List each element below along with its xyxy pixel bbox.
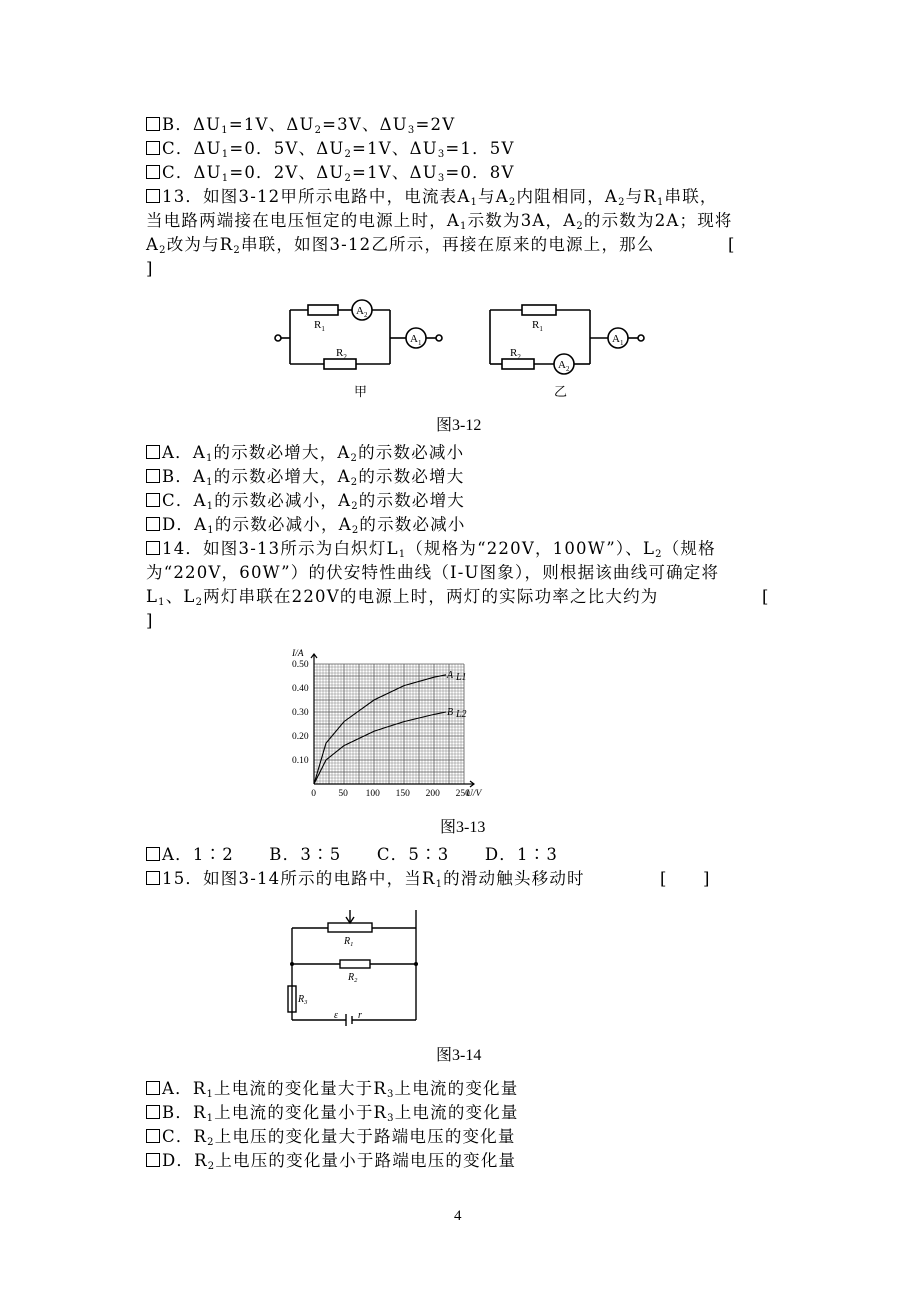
q13-line1: 13．如图3-12甲所示电路中，电流表$A_1$与$A_2$内阻相同，$A_2$与$R_1$串联， xyxy=(146,186,718,208)
svg-text:R1: $R_1$ xyxy=(344,936,354,948)
x-tick-label: 250 xyxy=(455,789,470,799)
checkbox[interactable] xyxy=(146,1129,160,1143)
checkbox[interactable] xyxy=(146,1153,160,1167)
q13-bracket-open: [ xyxy=(728,235,736,254)
checkbox[interactable] xyxy=(146,445,160,459)
svg-text:R2: $R_2$ xyxy=(510,347,521,361)
checkbox[interactable] xyxy=(146,117,160,131)
svg-text:A2: $A_2$ xyxy=(356,305,368,319)
x-tick-label: 150 xyxy=(395,789,410,799)
y-tick-label: 0.30 xyxy=(292,708,309,718)
option-line-c2: C．$\Delta U_1=0$．2V、$\Delta U_2=1V$、$\Delta U_3=0$．8V xyxy=(146,162,515,184)
checkbox[interactable] xyxy=(146,871,160,885)
svg-text:R1: $R_1$ xyxy=(532,319,543,333)
q15-option-a: A．$R_1$上电流的变化量大于$R_3$上电流的变化量 xyxy=(146,1078,518,1100)
q13-line2: 当电路两端接在电压恒定的电源上时，$A_1$示数为3A，$A_2$的示数为2A；现将 xyxy=(146,211,733,232)
figure-3-12-caption: 图3-12 xyxy=(436,417,482,434)
checkbox[interactable] xyxy=(146,517,160,531)
q14-line3: $L_1$、$L_2$两灯串联在220V的电源上时，两灯的实际功率之比大约为 xyxy=(146,587,659,608)
x-tick-label: 200 xyxy=(425,789,440,799)
y-tick-label: 0.50 xyxy=(292,660,309,670)
q13-bracket-close: ] xyxy=(146,259,154,278)
q14-bracket-open: [ xyxy=(762,587,770,606)
x-tick-label: 0 xyxy=(311,789,316,799)
series-label: L1 xyxy=(456,671,467,683)
series-label: L2 xyxy=(456,709,467,720)
q13-option-d: D．$A_1$的示数必减小，$A_2$的示数必减小 xyxy=(146,514,466,536)
svg-text:ε: ε xyxy=(334,1010,338,1021)
option-line-b: B．$\Delta U_1=1V$、$\Delta U_2=3V$、$\Delta U_3=2V$ xyxy=(146,114,455,136)
q14-line2: 为“220V，60W”）的伏安特性曲线（I-U图象），则根据该曲线可确定将 xyxy=(146,563,720,582)
x-axis-label: U/V xyxy=(466,789,482,799)
q13-line3: $A_2$改为与$R_2$串联，如图3-12乙所示，再接在原来的电源上，那么 xyxy=(146,235,655,256)
checkbox[interactable] xyxy=(146,165,160,179)
svg-text:乙: 乙 xyxy=(554,384,568,399)
x-tick-label: 50 xyxy=(338,789,348,799)
checkbox[interactable] xyxy=(146,1105,160,1119)
y-axis-label: I/A xyxy=(292,649,304,659)
option-line-c: C．$\Delta U_1=0$．5V、$\Delta U_2=1V$、$\Delta U_3=1$．5V xyxy=(146,138,515,160)
y-tick-label: 0.40 xyxy=(292,684,309,694)
figure-3-12 xyxy=(270,296,660,410)
q15-option-c: C．$R_2$上电压的变化量大于路端电压的变化量 xyxy=(146,1126,516,1148)
checkbox[interactable] xyxy=(146,847,160,861)
checkbox[interactable] xyxy=(146,1081,160,1095)
circuit-diagram xyxy=(270,296,660,406)
q15-line1: 15．如图3-14所示的电路中，当$R_1$的滑动触头移动时 xyxy=(146,868,585,890)
y-tick-label: 0.20 xyxy=(292,732,309,742)
page-number: 4 xyxy=(454,1208,462,1224)
svg-text:R2: $R_2$ xyxy=(348,972,358,984)
q14-options: A．1∶2 B．3∶5 C．5∶3 D．1∶3 xyxy=(146,844,558,866)
svg-text:R3: $R_3$ xyxy=(298,994,308,1006)
q13-option-a: A．$A_1$的示数必增大，$A_2$的示数必减小 xyxy=(146,442,464,464)
svg-text:A1: $A_1$ xyxy=(612,333,624,347)
svg-text:甲: 甲 xyxy=(354,384,368,399)
svg-text:R1: $R_1$ xyxy=(314,319,325,333)
iu-chart xyxy=(286,644,482,806)
q14-line1: 14．如图3-13所示为白炽灯$L_1$（规格为“220V，100W”）、$L_2$（规格 xyxy=(146,538,716,560)
checkbox[interactable] xyxy=(146,141,160,155)
figure-3-13-caption: 图3-13 xyxy=(440,819,486,836)
point-label: B xyxy=(447,707,454,718)
svg-text:A2: $A_2$ xyxy=(558,359,570,373)
figure-3-14-caption: 图3-14 xyxy=(436,1047,482,1064)
checkbox[interactable] xyxy=(146,541,160,555)
figure-3-13 xyxy=(286,644,482,810)
q14-bracket-close: ] xyxy=(146,611,154,630)
q15-option-d: D．$R_2$上电压的变化量小于路端电压的变化量 xyxy=(146,1150,516,1172)
q13-option-b: B．$A_1$的示数必增大，$A_2$的示数必增大 xyxy=(146,466,465,488)
x-tick-label: 100 xyxy=(365,789,380,799)
svg-text:R2: $R_2$ xyxy=(336,347,347,361)
y-tick-label: 0.10 xyxy=(292,756,309,766)
checkbox[interactable] xyxy=(146,469,160,483)
point-label: A xyxy=(447,669,454,681)
svg-text:A1: $A_1$ xyxy=(410,333,422,347)
figure-3-14 xyxy=(282,906,424,1032)
q15-option-b: B．$R_1$上电流的变化量小于$R_3$上电流的变化量 xyxy=(146,1102,519,1124)
q13-option-c: C．$A_1$的示数必减小，$A_2$的示数必增大 xyxy=(146,490,465,512)
circuit-diagram-3-14 xyxy=(282,906,424,1028)
q15-bracket: [ ] xyxy=(660,869,711,888)
svg-text:r: r xyxy=(358,1010,362,1021)
checkbox[interactable] xyxy=(146,189,160,203)
checkbox[interactable] xyxy=(146,493,160,507)
